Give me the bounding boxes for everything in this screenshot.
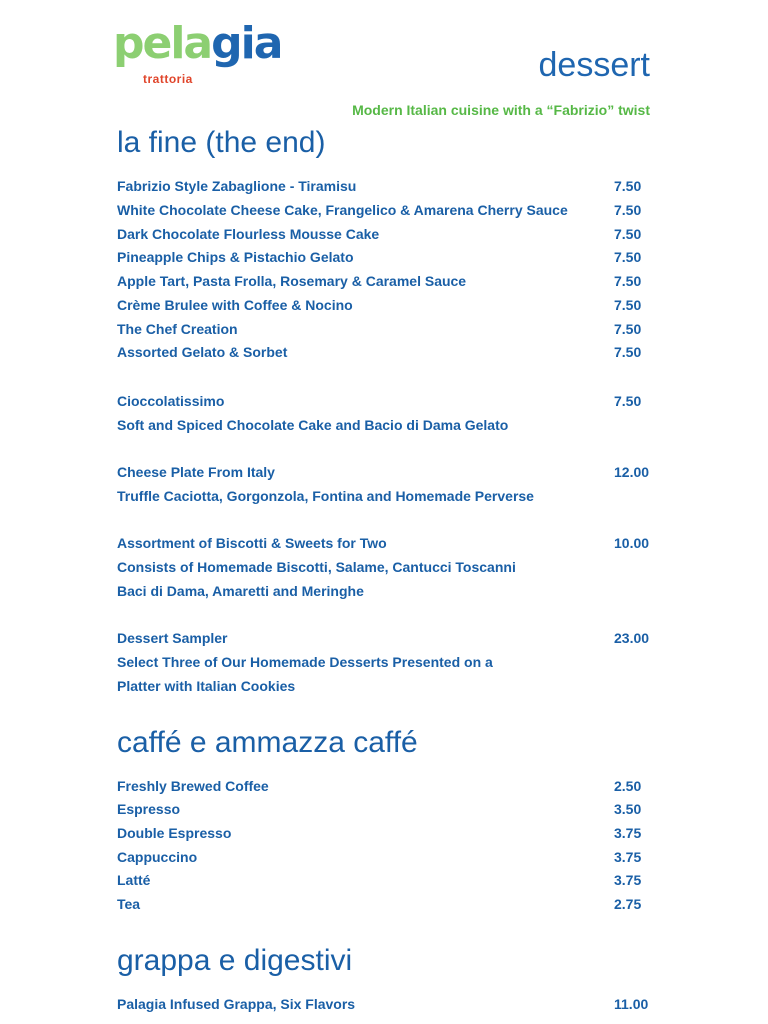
menu-item-description bbox=[117, 555, 650, 579]
menu-item-name: Select Three of Our Homemade Desserts Presented on a bbox=[117, 654, 493, 670]
menu-item-price: 7.50 bbox=[614, 393, 642, 409]
menu-item-price: 12.00 bbox=[614, 464, 650, 480]
menu-item-name: Cheese Plate From Italy bbox=[117, 464, 275, 480]
menu-item bbox=[117, 845, 650, 869]
menu-item-name: The Chef Creation bbox=[117, 321, 238, 337]
menu-item-price: 10.00 bbox=[614, 535, 650, 551]
menu-item-description bbox=[117, 579, 650, 603]
menu-item-description bbox=[117, 650, 650, 674]
menu-item-price: 11.00 bbox=[614, 996, 649, 1012]
menu-item bbox=[117, 892, 650, 916]
menu-item bbox=[117, 389, 650, 413]
menu-item bbox=[117, 317, 650, 341]
menu-item-name: Crème Brulee with Coffee & Nocino bbox=[117, 297, 353, 313]
menu-item bbox=[117, 868, 650, 892]
menu-item-name: Truffle Caciotta, Gorgonzola, Fontina and Homemade Perverse bbox=[117, 488, 534, 504]
menu-item-name: Platter with Italian Cookies bbox=[117, 678, 296, 694]
menu-item-price: 7.50 bbox=[614, 273, 642, 289]
menu-item-name: Latté bbox=[117, 872, 151, 888]
logo-wordmark-part: pela bbox=[113, 18, 212, 69]
menu-item-price: 3.75 bbox=[614, 872, 642, 888]
menu-item-name: Dark Chocolate Flourless Mousse Cake bbox=[117, 226, 380, 242]
menu-item-name: Baci di Dama, Amaretti and Meringhe bbox=[117, 583, 364, 599]
menu-item bbox=[117, 531, 650, 555]
menu-item-name: Espresso bbox=[117, 801, 181, 817]
menu-item bbox=[117, 245, 650, 269]
menu-item-name: Double Espresso bbox=[117, 825, 232, 841]
logo-subtitle: trattoria bbox=[143, 72, 193, 86]
menu-item-price: 7.50 bbox=[614, 297, 642, 313]
menu-item-price: 2.50 bbox=[614, 778, 642, 794]
menu-item bbox=[117, 821, 650, 845]
menu-item-price: 7.50 bbox=[614, 344, 642, 360]
menu-item-price: 7.50 bbox=[614, 249, 642, 265]
menu-item-price: 2.75 bbox=[614, 896, 642, 912]
menu-item bbox=[117, 340, 650, 364]
menu-item-price: 7.50 bbox=[614, 202, 642, 218]
menu-item-name: Consists of Homemade Biscotti, Salame, Cantucci Toscanni bbox=[117, 559, 516, 575]
menu-item bbox=[117, 198, 650, 222]
section-title-caffe: caffé e ammazza caffé bbox=[117, 726, 418, 759]
menu-item-name: Apple Tart, Pasta Frolla, Rosemary & Caramel Sauce bbox=[117, 273, 467, 289]
section-title-grappa: grappa e digestivi bbox=[117, 944, 353, 977]
menu-item-name: White Chocolate Cheese Cake, Frangelico & Amarena Cherry Sauce bbox=[117, 202, 568, 218]
menu-item-description bbox=[117, 674, 650, 698]
menu-item bbox=[117, 293, 650, 317]
menu-item-name: Dessert Sampler bbox=[117, 630, 228, 646]
menu-item bbox=[117, 626, 650, 650]
menu-item-name: Cioccolatissimo bbox=[117, 393, 225, 409]
menu-item-price: 7.50 bbox=[614, 178, 642, 194]
menu-item-price: 3.50 bbox=[614, 801, 642, 817]
menu-item-price: 23.00 bbox=[614, 630, 650, 646]
logo-wordmark-part: gia bbox=[211, 18, 282, 69]
logo-wordmark bbox=[113, 18, 282, 69]
menu-item-name: Tea bbox=[117, 896, 141, 912]
page-title: dessert bbox=[538, 46, 650, 84]
logo-wordmark-text bbox=[113, 18, 281, 69]
menu-item bbox=[117, 222, 650, 246]
restaurant-logo bbox=[113, 18, 282, 86]
menu-item-description bbox=[117, 413, 650, 437]
menu-item-name: Assortment of Biscotti & Sweets for Two bbox=[117, 535, 387, 551]
menu-item-name: Fabrizio Style Zabaglione - Tiramisu bbox=[117, 178, 357, 194]
menu-item-name: Assorted Gelato & Sorbet bbox=[117, 344, 288, 360]
tagline: Modern Italian cuisine with a “Fabrizio” twist bbox=[352, 102, 650, 118]
section-title-la-fine: la fine (the end) bbox=[117, 126, 326, 159]
menu-item bbox=[117, 269, 650, 293]
menu-item bbox=[117, 460, 650, 484]
menu-item bbox=[117, 774, 650, 798]
menu-item bbox=[117, 174, 650, 198]
menu-item-price: 3.75 bbox=[614, 825, 642, 841]
menu-item-description bbox=[117, 484, 650, 508]
menu-item-name: Pineapple Chips & Pistachio Gelato bbox=[117, 249, 354, 265]
menu-item-name: Cappuccino bbox=[117, 849, 198, 865]
menu-item bbox=[117, 797, 650, 821]
menu-item-price: 7.50 bbox=[614, 321, 642, 337]
menu-item-price: 3.75 bbox=[614, 849, 642, 865]
menu-item bbox=[117, 992, 650, 1016]
menu-item-name: Palagia Infused Grappa, Six Flavors bbox=[117, 996, 356, 1012]
menu-item-price: 7.50 bbox=[614, 226, 642, 242]
menu-item-name: Soft and Spiced Chocolate Cake and Bacio di Dama Gelato bbox=[117, 417, 509, 433]
menu-item-name: Freshly Brewed Coffee bbox=[117, 778, 269, 794]
